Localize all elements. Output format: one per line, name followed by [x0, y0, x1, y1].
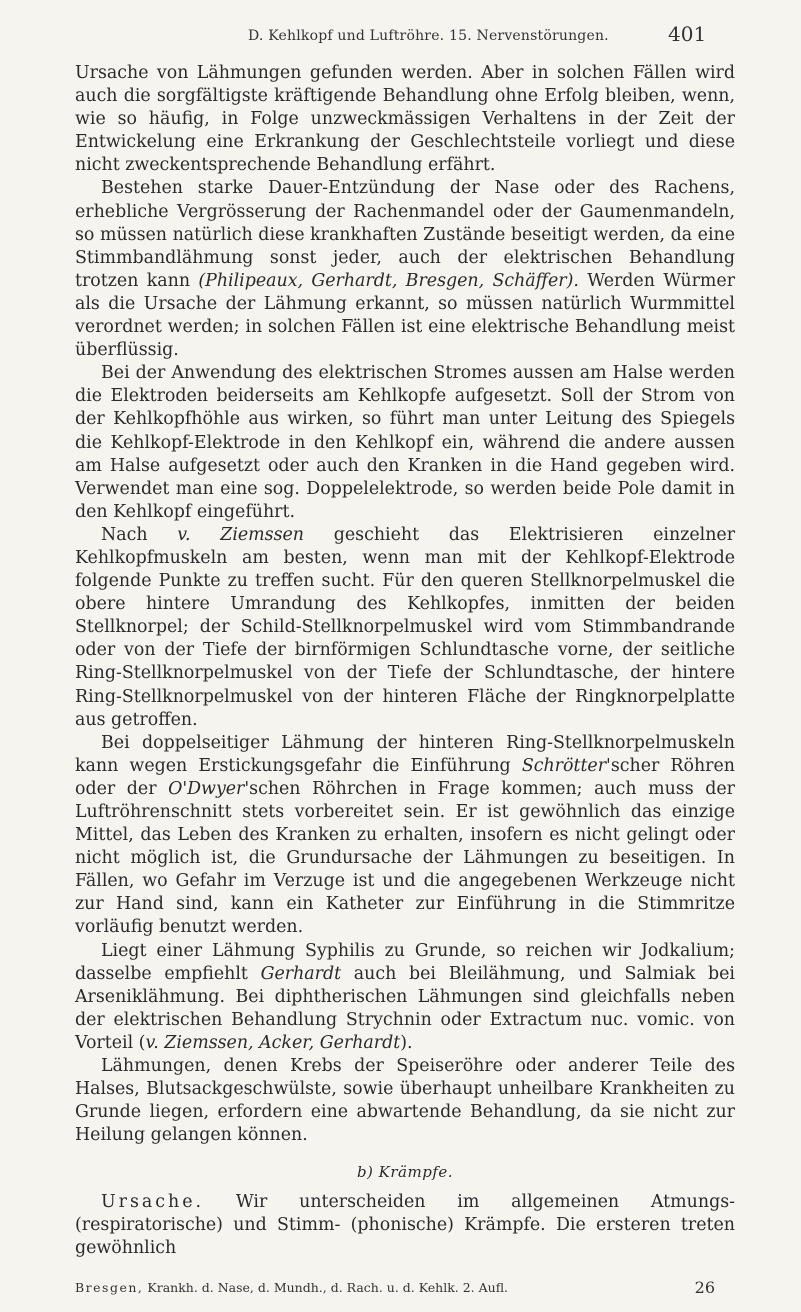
paragraph-5-text-c: 'schen Röhrchen in Frage kommen; auch muss der Luftröhrenschnitt stets vorbereitet sein. Er ist gewöhnlich das einzige Mittel, das Leben des Kranken zu erhalten, insofern es nicht gelingt oder nicht möglich ist, die Grundursache der Lähmungen zu beseitigen. In Fällen, wo Gefahr im Verzuge ist und die angegebenen Werkzeuge nicht zur Hand sind, kann ein Katheter zur Einführung in die Stimmritze vorläufig benutzt werden.	[75, 778, 735, 938]
section-heading: b) Krämpfe.	[356, 1163, 454, 1182]
paragraph-2-text-a: Bestehen starke Dauer-Entzündung der Nase oder des Rachens, erhebliche Vergrösserung der Rachenmandel oder der Gaumenmandeln, so müssen natürlich diese krankhaften Zustände beseitigt werden, da eine Stimmbandlähmung sonst jeder, auch der elektrischen Behandlung trotzen kann	[75, 178, 735, 291]
running-head: D. Kehlkopf und Luftröhre. 15. Nervenstörungen.	[248, 28, 609, 44]
citation-gerhardt: Gerhardt	[260, 963, 342, 984]
paragraph-8-text: Wir unterscheiden im allgemeinen Atmungs- (respiratorische) und Stimm- (phonische) Krämpfe. Die ersteren treten gewöhnlich	[75, 1191, 735, 1258]
paragraph-6	[75, 940, 735, 1055]
citation-odwyer: O'Dwyer	[168, 778, 245, 799]
paragraph-5-text-a: Bei doppelseitiger Lähmung der hinteren Ring-Stellknorpelmuskeln kann wegen Erstickungsgefahr die Einführung	[75, 732, 735, 776]
signature-mark: 26	[694, 1278, 715, 1297]
paragraph-8	[75, 1191, 735, 1260]
citation-authors-2: v. Ziemssen, Acker, Gerhardt	[145, 1032, 401, 1053]
page-number: 401	[668, 22, 707, 46]
page-footer	[75, 1278, 735, 1300]
paragraph-7: Lähmungen, denen Krebs der Speiseröhre oder anderer Teile des Halses, Blutsackgeschwülste, sowie überhaupt unheilbare Krankheiten zu Grunde liegen, erfordern eine abwartende Behandlung, da sie nicht zur Heilung gelangen können.	[75, 1056, 735, 1146]
body-text	[75, 62, 735, 1260]
page-header	[0, 22, 801, 52]
paragraph-4	[75, 524, 735, 732]
paragraph-5-text-b: 'scher Röhren oder der	[75, 755, 735, 799]
paragraph-2-text-b: Werden Würmer als die Ursache der Lähmung erkannt, so müssen natürlich Wurmmittel verordnet werden; in solchen Fällen ist eine elektrische Behandlung meist überflüssig.	[75, 270, 736, 361]
paragraph-2	[75, 177, 735, 362]
footer-citation	[75, 1280, 508, 1295]
paragraph-6-text-a: Liegt einer Lähmung Syphilis zu Grunde, so reichen wir Jodkalium; dasselbe empfiehlt	[75, 940, 735, 984]
paragraph-1: Ursache von Lähmungen gefunden werden. Aber in solchen Fällen wird auch die sorgfältigste kräftigende Behandlung ohne Erfolg bleiben, wenn, wie so häufig, in Folge unzweckmässigen Verhaltens in der Zeit der Entwickelung eine Erkrankung der Geschlechtsteile vorliegt und diese nicht zweckentsprechende Behandlung erfährt.	[75, 63, 735, 176]
citation-authors: (Philipeaux, Gerhardt, Bresgen, Schäffer).	[198, 270, 579, 291]
paragraph-6-text-b: auch bei Bleilähmung, und Salmiak bei Arseniklähmung. Bei diphtherischen Lähmungen sind gleichfalls neben der elektrischen Behandlung Strychnin oder Extractum nuc. vomic. von Vorteil (	[75, 963, 735, 1053]
footer-author: Bresgen,	[75, 1280, 144, 1295]
paragraph-6-text-c: ).	[400, 1032, 413, 1053]
paragraph-4-text-b: geschieht das Elektrisieren einzelner Kehlkopfmuskeln am besten, wenn man mit der Kehlkopf-Elektrode folgende Punkte zu treffen sucht. Für den queren Stellknorpelmuskel die obere hintere Umrandung des Kehlkopfes, inmitten der beiden Stellknorpel; der Schild-Stellknorpelmuskel wird vom Stimmbandrande oder von der Tiefe der birnförmigen Schlundtasche vorne, der seitliche Ring-Stellknorpelmuskel von der Tiefe der Schlundtasche, der hintere Ring-Stellknorpelmuskel von der hinteren Fläche der Ringknorpelplatte aus getroffen.	[75, 524, 736, 730]
paragraph-4-text-a: Nach	[101, 524, 148, 545]
footer-title: Krankh. d. Nase, d. Mundh., d. Rach. u. d. Kehlk. 2. Aufl.	[147, 1280, 508, 1295]
paragraph-3: Bei der Anwendung des elektrischen Stromes aussen am Halse werden die Elektroden beiderseits am Kehlkopfe aufgesetzt. Soll der Strom von der Kehlkopfhöhle aus wirken, so führt man unter Leitung des Spiegels die Kehlkopf-Elektrode in den Kehlkopf ein, während die andere aussen am Halse aufgesetzt oder auch den Kranken in die Hand gegeben wird. Verwendet man eine sog. Doppelelektrode, so werden beide Pole damit in den Kehlkopf eingeführt.	[75, 363, 735, 522]
paragraph-5	[75, 732, 735, 940]
citation-ziemssen: v. Ziemssen	[177, 524, 305, 545]
citation-schroetter: Schrötter	[521, 755, 607, 776]
paragraph-8-lead: Ursache.	[101, 1191, 205, 1212]
